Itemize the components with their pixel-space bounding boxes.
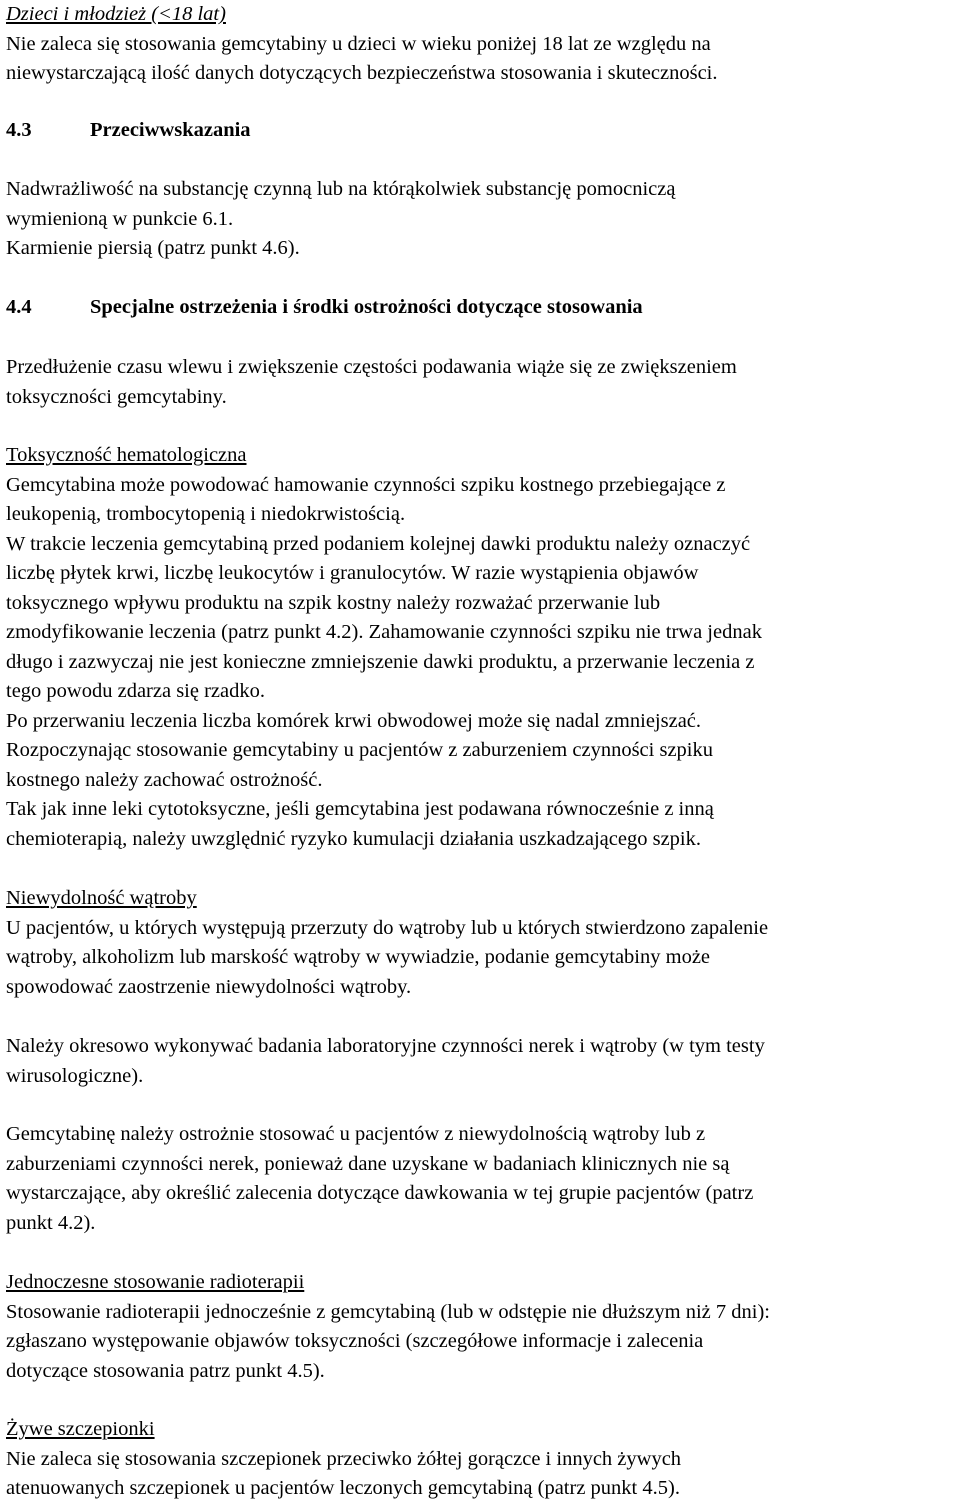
caution-line: zaburzeniami czynności nerek, ponieważ dane uzyskane w badaniach klinicznych nie są [6, 1152, 730, 1175]
caution-line: wystarczające, aby określić zalecenia dotyczące dawkowania w tej grupie pacjentów (patrz [6, 1182, 754, 1204]
radio-line: Stosowanie radioterapii jednocześnie z gemcytabiną (lub w odstępie nie dłuższym niż 7 dni): [6, 1300, 770, 1323]
radio-line: dotyczące stosowania patrz punkt 4.5). [6, 1359, 325, 1382]
contra-body [6, 175, 675, 264]
section-radiotherapy [6, 1268, 770, 1386]
contra-line: wymienioną w punkcie 6.1. [6, 207, 234, 230]
contra-line: Nadwrażliwość na substancję czynną lub na którąkolwiek substancję pomocniczą [6, 178, 676, 200]
hematology-line: liczbę płytek krwi, liczbę leukocytów i granulocytów. W razie wystąpienia objawów [6, 562, 699, 584]
hematology-line: Po przerwaniu leczenia liczba komórek krwi obwodowej może się nadal zmniejszać. [6, 709, 702, 732]
hematology-line: chemioterapią, należy uwzględnić ryzyko kumulacji działania uszkadzającego szpik. [6, 827, 701, 850]
hematology-line: tego powodu zdarza się rzadko. [6, 680, 265, 702]
labs-line: wirusologiczne). [6, 1064, 144, 1087]
hematology-line: Rozpoczynając stosowanie gemcytabiny u pacjentów z zaburzeniem czynności szpiku [6, 739, 713, 761]
children-heading: Dzieci i młodzież (<18 lat) [6, 3, 226, 25]
hematology-line: leukopenią, trombocytopenią i niedokrwistością. [6, 503, 406, 525]
warnings-body [6, 353, 737, 412]
contra-line: Karmienie piersią (patrz punkt 4.6). [6, 237, 300, 259]
hematology-line: długo i zazwyczaj nie jest konieczne zmniejszenie dawki produktu, a przerwanie leczenia z [6, 650, 755, 673]
section-number: 4.3 [6, 119, 32, 141]
hematology-line: toksycznego wpływu produktu na szpik kostny należy rozważać przerwanie lub [6, 591, 661, 614]
hematology-line: Tak jak inne leki cytotoksyczne, jeśli gemcytabina jest podawana równocześnie z inną [6, 798, 714, 820]
hematology-line: kostnego należy zachować ostrożność. [6, 768, 323, 791]
caution-line: Gemcytabinę należy ostrożnie stosować u pacjentów z niewydolnością wątroby lub z [6, 1123, 706, 1145]
section-contraindications [6, 116, 251, 146]
children-line: Nie zaleca się stosowania gemcytabiny u dzieci w wieku poniżej 18 lat ze względu na [6, 32, 711, 55]
children-line: niewystarczającą ilość danych dotyczących bezpieczeństwa stosowania i skuteczności. [6, 62, 718, 84]
section-number: 4.4 [6, 296, 32, 318]
warnings-line: Przedłużenie czasu wlewu i zwiększenie częstości podawania wiąże się ze zwiększeniem [6, 356, 737, 378]
caution-line: punkt 4.2). [6, 1211, 96, 1234]
hematology-heading: Toksyczność hematologiczna [6, 444, 247, 466]
section-warnings [6, 293, 643, 323]
liver-line: wątroby, alkoholizm lub marskość wątroby w wywiadzie, podanie gemcytabiny może [6, 946, 711, 968]
hematology-line: Gemcytabina może powodować hamowanie czynności szpiku kostnego przebiegające z [6, 473, 726, 496]
hematology-line: W trakcie leczenia gemcytabiną przed podaniem kolejnej dawki produktu należy oznaczyć [6, 532, 751, 555]
liver-line: spowodować zaostrzenie niewydolności wątroby. [6, 975, 412, 998]
liver-line: U pacjentów, u których występują przerzuty do wątroby lub u których stwierdzono zapalenie [6, 916, 769, 939]
radio-line: zgłaszano występowanie objawów toksyczności (szczegółowe informacje i zalecenia [6, 1330, 704, 1352]
vaccines-line: Nie zaleca się stosowania szczepionek przeciwko żółtej gorączce i innych żywych [6, 1447, 682, 1470]
section-children [6, 0, 718, 89]
vaccines-line: atenuowanych szczepionek u pacjentów leczonych gemcytabiną (patrz punkt 4.5). [6, 1477, 680, 1499]
section-hematology [6, 441, 762, 854]
section-caution [6, 1120, 753, 1238]
labs-line: Należy okresowo wykonywać badania laboratoryjne czynności nerek i wątroby (w tym testy [6, 1035, 765, 1057]
section-heading-4-4 [6, 293, 643, 323]
section-liver [6, 884, 768, 1002]
section-title: Specjalne ostrzeżenia i środki ostrożności dotyczące stosowania [90, 296, 643, 318]
section-vaccines [6, 1415, 681, 1504]
section-heading-4-3 [6, 116, 251, 146]
warnings-line: toksyczności gemcytabiny. [6, 385, 227, 408]
radio-heading: Jednoczesne stosowanie radioterapii [6, 1271, 305, 1293]
section-labs [6, 1032, 765, 1091]
hematology-line: zmodyfikowanie leczenia (patrz punkt 4.2). Zahamowanie czynności szpiku nie trwa jednak [6, 621, 762, 643]
vaccines-heading: Żywe szczepionki [6, 1418, 155, 1440]
liver-heading: Niewydolność wątroby [6, 887, 197, 909]
section-title: Przeciwwskazania [90, 119, 251, 141]
